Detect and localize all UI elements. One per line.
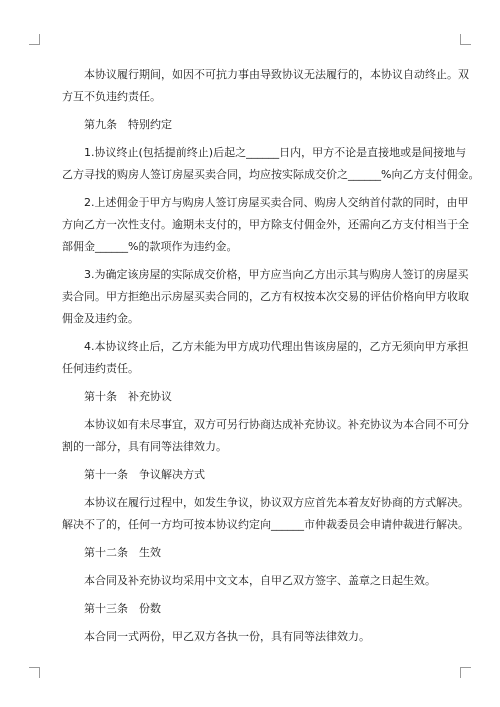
section-heading-9: 第九条 特别约定 — [62, 118, 172, 131]
text-line: 本协议履行期间，如因不可抗力事由导致协议无法履行的，本协议自动终止。双 — [62, 68, 469, 81]
text-line: 2.上述佣金于甲方与购房人签订房屋买卖合同、购房人交纳首付款的同时，由甲 — [62, 196, 469, 209]
paragraph-clause-2 — [62, 192, 469, 258]
section-heading-13: 第十三条 份数 — [62, 602, 161, 615]
paragraph-clause-1 — [62, 142, 480, 186]
text-line: 解决不了的，任何一方均可按本协议约定向______市仲裁委员会申请仲裁进行解决。 — [62, 518, 469, 531]
section-heading-11: 第十一条 争议解决方式 — [62, 468, 205, 481]
text-line: 方向乙方一次性支付。逾期未支付的，甲方除支付佣金外，还需向乙方支付相当于全 — [62, 218, 469, 231]
text-line: 佣金及违约金。 — [62, 312, 139, 325]
crop-mark-bottom-right — [460, 667, 471, 678]
text-line: 卖合同。甲方拒绝出示房屋买卖合同的，乙方有权按本次交易的评估价格向甲方收取 — [62, 290, 469, 303]
text-line: 3.为确定该房屋的实际成交价格，甲方应当向乙方出示其与购房人签订的房屋买 — [62, 268, 469, 281]
text-line: 方互不负违约责任。 — [62, 90, 161, 103]
crop-mark-top-left — [29, 34, 40, 45]
paragraph-copies: 本合同一式两份，甲乙双方各执一份，具有同等法律效力。 — [62, 630, 370, 643]
text-line: 1.协议终止(包括提前终止)后起之______日内，甲方不论是直接地或是间接地与 — [62, 146, 467, 159]
paragraph-clause-3 — [62, 264, 469, 330]
text-line: 部佣金______%的款项作为违约金。 — [62, 240, 238, 253]
text-line: 本协议在履行过程中，如发生争议，协议双方应首先本着友好协商的方式解决。 — [62, 496, 469, 509]
section-heading-12: 第十二条 生效 — [62, 546, 161, 559]
text-line: 割的一部分，具有同等法律效力。 — [62, 440, 227, 453]
text-line: 4.本协议终止后，乙方未能为甲方成功代理出售该房屋的，乙方无须向甲方承担 — [62, 340, 469, 353]
document-body — [62, 64, 480, 648]
paragraph-clause-4 — [62, 336, 469, 380]
crop-mark-bottom-left — [29, 667, 40, 678]
crop-mark-top-right — [460, 34, 471, 45]
text-line: 本协议如有未尽事宜，双方可另行协商达成补充协议。补充协议为本合同不可分 — [62, 418, 469, 431]
paragraph-effective: 本合同及补充协议均采用中文文本，自甲乙双方签字、盖章之日起生效。 — [62, 574, 436, 587]
paragraph-dispute — [62, 492, 469, 536]
paragraph-force-majeure — [62, 64, 469, 108]
text-line: 任何违约责任。 — [62, 362, 139, 375]
paragraph-supplement — [62, 414, 469, 458]
text-line: 乙方寻找的购房人签订房屋买卖合同，均应按实际成交价之______%向乙方支付佣金。 — [62, 168, 480, 181]
section-heading-10: 第十条 补充协议 — [62, 390, 172, 403]
